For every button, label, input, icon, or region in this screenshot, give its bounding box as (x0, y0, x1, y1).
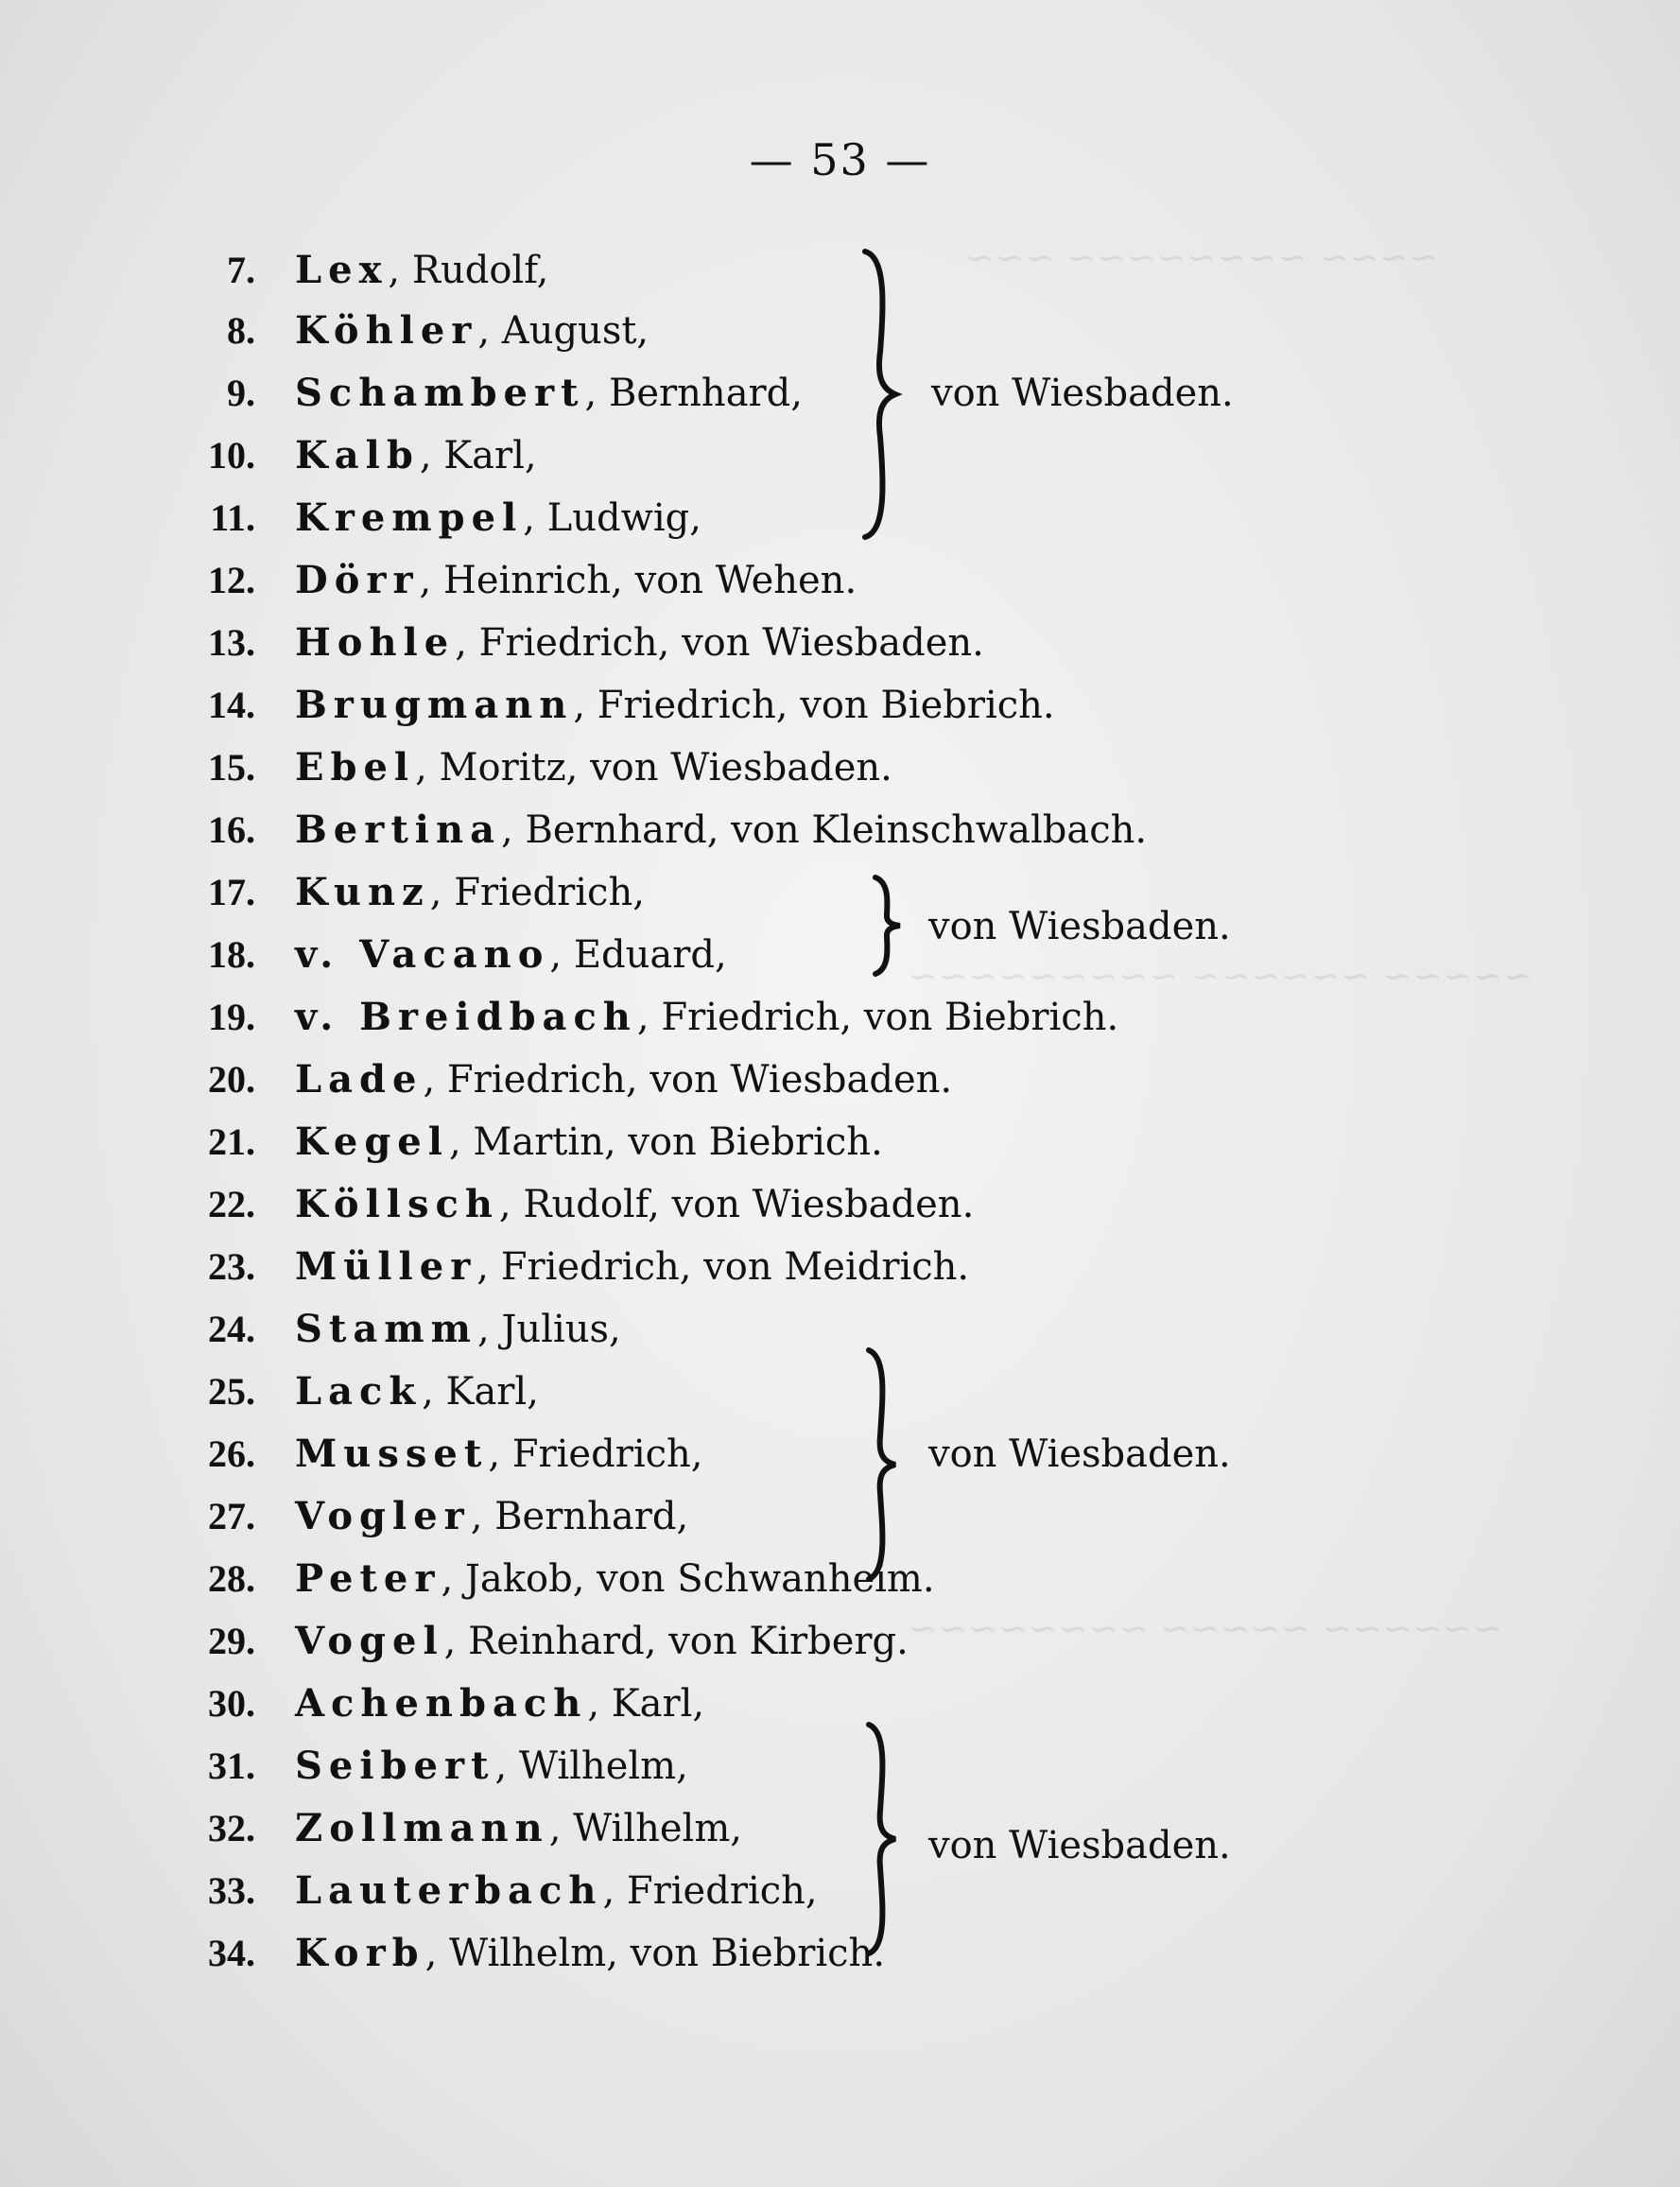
entry-number: 33. (208, 1869, 255, 1912)
entry-rest: , Friedrich, (429, 871, 645, 914)
group-label: von Wiesbaden. (928, 1824, 1231, 1867)
list-entry (0, 1551, 1229, 1607)
entry-text (295, 1051, 952, 1108)
entry-number: 25. (208, 1370, 255, 1413)
entry-rest: , Karl, (422, 1370, 539, 1414)
entry-rest: , Friedrich, von Wiesbaden. (455, 621, 984, 665)
entry-surname: Müller (295, 1244, 477, 1289)
list-entry (0, 1488, 1229, 1545)
entry-number: 32. (208, 1807, 255, 1849)
entry-rest: , Eduard, (549, 933, 727, 977)
list-entry (0, 490, 1229, 547)
entry-text (295, 1925, 885, 1982)
list-entry (0, 1114, 1229, 1171)
show-through-texture: ~~~~~ ~~~~~~ ~~~~~~~~~ (908, 955, 1533, 997)
list-entry (0, 427, 1229, 484)
entry-rest: , Friedrich, von Biebrich. (636, 996, 1119, 1039)
list-entry (0, 1301, 1229, 1358)
entry-rest: , Bernhard, (584, 372, 803, 415)
entry-text (295, 1863, 818, 1919)
entry-number: 8. (227, 309, 255, 352)
entry-text (295, 1114, 883, 1171)
entry-text (295, 1675, 704, 1732)
entry-rest: , Reinhard, von Kirberg. (443, 1620, 909, 1663)
entry-rest: , Wilhelm, von Biebrich. (424, 1932, 886, 1975)
entry-number: 27. (208, 1495, 255, 1537)
entry-number: 23. (208, 1245, 255, 1288)
entry-text (295, 677, 1055, 734)
entry-rest: , Karl, (419, 434, 537, 477)
entry-number: 30. (208, 1682, 255, 1725)
list-entry (0, 677, 1229, 734)
entry-text (295, 1426, 703, 1483)
entry-text (295, 427, 537, 484)
entry-text (295, 1176, 974, 1233)
entry-rest: , Wilhelm, (494, 1744, 688, 1788)
entry-surname: Kalb (295, 433, 420, 477)
entry-text (295, 365, 803, 422)
entry-surname: Achenbach (295, 1681, 588, 1726)
entry-number: 14. (208, 684, 255, 726)
entry-number: 15. (208, 746, 255, 789)
entry-rest: , Friedrich, von Biebrich. (573, 684, 1055, 727)
entry-number: 26. (208, 1432, 255, 1475)
entry-surname: Brugmann (295, 683, 574, 727)
entry-rest: , Martin, von Biebrich. (448, 1120, 883, 1164)
entry-text (295, 1613, 909, 1670)
entry-surname: Vogel (295, 1619, 444, 1663)
entry-surname: Lex (295, 248, 389, 292)
entry-number: 19. (208, 996, 255, 1038)
entry-number: 13. (208, 621, 255, 664)
show-through-texture: ~~~~ ~~~~~~~~ ~~~ (964, 236, 1439, 278)
entry-surname: Köllsch (295, 1182, 499, 1226)
entry-number: 10. (208, 434, 255, 477)
entry-surname: Lade (295, 1057, 424, 1102)
entry-surname: Vogler (295, 1494, 471, 1538)
list-entry (0, 802, 1229, 859)
entry-rest: , Bernhard, von Kleinschwalbach. (501, 808, 1148, 852)
list-entry (0, 1613, 1229, 1670)
curly-brace (862, 874, 909, 978)
entry-surname: Kegel (295, 1120, 449, 1164)
list-entry (0, 1363, 1229, 1420)
group-label: von Wiesbaden. (928, 1432, 1231, 1476)
list-entry (0, 615, 1229, 671)
list-entry (0, 303, 1229, 359)
entry-rest: , Julius, (476, 1308, 621, 1351)
entry-surname: Ebel (295, 745, 416, 790)
list-entry (0, 989, 1229, 1046)
entry-number: 28. (208, 1557, 255, 1600)
entry-surname: Seibert (295, 1744, 495, 1788)
list-entry (0, 1176, 1229, 1233)
entry-text (295, 303, 649, 359)
entry-number: 31. (208, 1744, 255, 1787)
list-entry (0, 1051, 1229, 1108)
entry-text (295, 927, 727, 983)
entry-surname: Köhler (295, 308, 478, 353)
entry-text (295, 739, 892, 796)
entry-rest: , Moritz, von Wiesbaden. (415, 746, 892, 790)
entry-number: 12. (208, 559, 255, 601)
entry-surname: Kunz (295, 870, 430, 914)
entry-number: 9. (227, 372, 255, 414)
group-label: von Wiesbaden. (928, 905, 1231, 948)
entry-rest: , Karl, (587, 1682, 705, 1726)
entry-text (295, 1488, 688, 1545)
list-entry (0, 1675, 1229, 1732)
entry-rest: , Heinrich, von Wehen. (419, 559, 857, 602)
entry-text (295, 1551, 935, 1607)
entry-text (295, 989, 1118, 1046)
entry-surname: Dörr (295, 558, 420, 602)
entry-number: 29. (208, 1620, 255, 1662)
entry-surname: Stamm (295, 1307, 477, 1351)
list-entry (0, 242, 1229, 299)
entry-surname: Musset (295, 1432, 489, 1476)
entry-text (295, 1800, 742, 1857)
entry-number: 11. (210, 496, 255, 539)
list-entry (0, 1239, 1229, 1295)
entry-surname: Schambert (295, 371, 585, 415)
entry-text (295, 1301, 621, 1358)
entry-rest: , Ludwig, (523, 496, 701, 540)
entry-surname: Peter (295, 1556, 442, 1601)
entry-rest: , Bernhard, (470, 1495, 689, 1538)
group-label: von Wiesbaden. (931, 372, 1234, 415)
entry-rest: , Jakob, von Schwanheim. (441, 1557, 935, 1601)
entry-surname: v. Breidbach (295, 995, 637, 1039)
list-entry (0, 552, 1229, 609)
entry-number: 24. (208, 1308, 255, 1350)
page-number: — 53 — (749, 134, 931, 185)
list-entry (0, 739, 1229, 796)
entry-number: 7. (227, 249, 255, 291)
entry-surname: Lack (295, 1369, 423, 1414)
entry-rest: , August, (477, 309, 649, 353)
entry-rest: , Friedrich, von Meidrich. (476, 1245, 970, 1289)
entry-number: 34. (208, 1932, 255, 1974)
entry-surname: Bertina (295, 807, 502, 852)
entry-rest: , Rudolf, (388, 249, 549, 292)
entry-rest: , Friedrich, (602, 1869, 818, 1913)
entry-surname: Lauterbach (295, 1868, 603, 1913)
entry-number: 22. (208, 1183, 255, 1225)
entry-text (295, 1738, 688, 1795)
entry-surname: Krempel (295, 495, 524, 540)
curly-brace (856, 248, 903, 541)
entry-rest: , Friedrich, von Wiesbaden. (423, 1058, 953, 1102)
entry-surname: Korb (295, 1931, 425, 1975)
entry-rest: , Rudolf, von Wiesbaden. (498, 1183, 975, 1226)
entry-text (295, 1363, 539, 1420)
entry-text (295, 242, 548, 299)
entry-surname: Hohle (295, 620, 456, 665)
list-entry (0, 1925, 1229, 1982)
entry-surname: v. Vacano (295, 932, 550, 977)
entry-number: 21. (208, 1120, 255, 1163)
entry-text (295, 490, 701, 547)
entry-text (295, 1239, 969, 1295)
entry-rest: , Friedrich, (488, 1432, 703, 1476)
entry-text (295, 864, 645, 921)
entry-surname: Zollmann (295, 1806, 549, 1850)
entry-number: 16. (208, 808, 255, 851)
entry-rest: , Wilhelm, (548, 1807, 742, 1850)
entry-number: 18. (208, 933, 255, 976)
curly-brace (856, 1721, 903, 1957)
list-entry (0, 1738, 1229, 1795)
entry-text (295, 615, 984, 671)
entry-number: 20. (208, 1058, 255, 1101)
show-through-texture: ~~~~~~ ~~~~~ ~~~~~~~~ (908, 1607, 1503, 1649)
curly-brace (856, 1346, 903, 1583)
entry-number: 17. (208, 871, 255, 913)
entry-text (295, 802, 1147, 859)
entry-text (295, 552, 857, 609)
